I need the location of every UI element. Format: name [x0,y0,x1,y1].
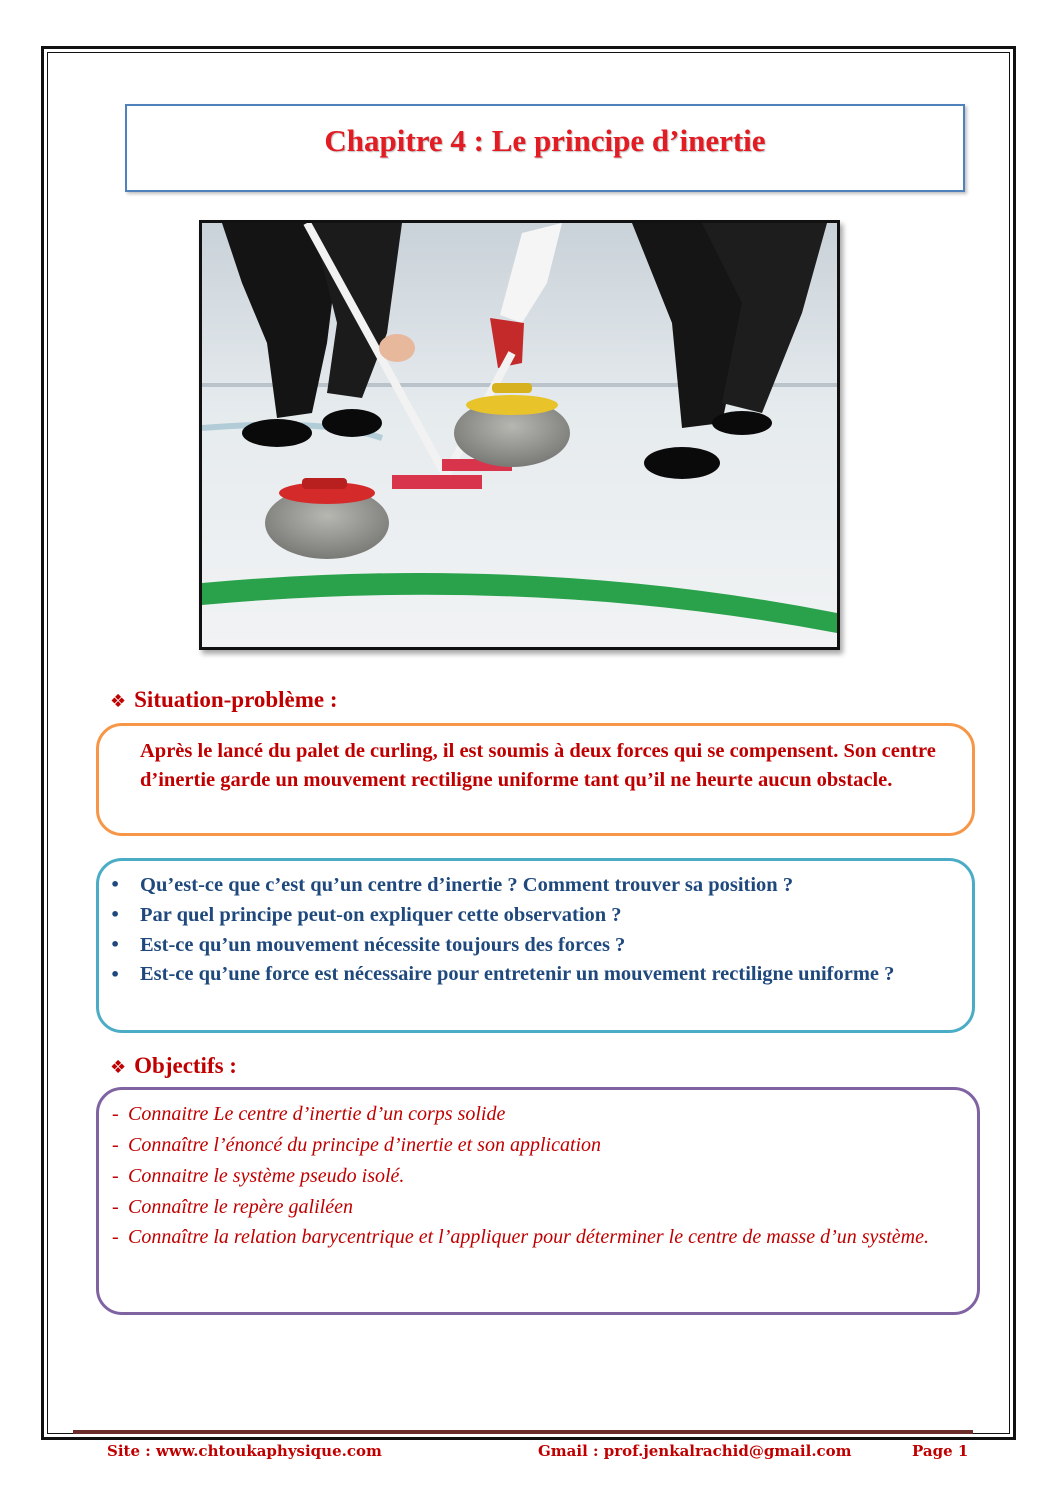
footer-divider [73,1430,973,1434]
bullet-icon: • [110,905,121,924]
objectives-list [112,1099,962,1252]
title-box [125,104,965,192]
diamond-bullet-icon: ❖ [110,691,127,712]
footer-gmail: Gmail : prof.jenkalrachid@gmail.com [538,1442,852,1460]
list-item: • Qu’est-ce que c’est qu’un centre d’inertie ? Comment trouver sa position ? [110,870,960,900]
bullet-icon: • [110,875,121,894]
list-item: - Connaitre le système pseudo isolé. [112,1165,405,1187]
bullet-icon: • [110,965,121,984]
questions-list [110,870,960,989]
diamond-bullet-icon: ❖ [110,1057,127,1078]
bullet-icon: • [110,935,121,954]
list-item: • Est-ce qu’un mouvement nécessite toujours des forces ? [110,930,960,960]
list-item: • Par quel principe peut-on expliquer cette observation ? [110,900,960,930]
footer-site: Site : www.chtoukaphysique.com [107,1442,382,1460]
objectives-heading-text: Objectifs : [134,1053,237,1078]
situation-heading [110,687,338,713]
situation-heading-text: Situation-problème : [134,687,338,712]
page-title: Chapitre 4 : Le principe d’inertie [324,123,766,158]
situation-text: Après le lancé du palet de curling, il est soumis à deux forces qui se compensent. Son centre d’inertie garde un mouvement rectiligne uniforme tant qu’il ne heurte aucun obstacle. [140,740,936,791]
list-item: - Connaître le repère galiléen [112,1196,353,1218]
curling-photo [199,220,840,650]
list-item: - Connaître la relation barycentrique et l’appliquer pour déterminer le centre de masse d’un système. [112,1226,929,1248]
list-item: - Connaître l’énoncé du principe d’inertie et son application [112,1134,602,1156]
list-item: - Connaitre Le centre d’inertie d’un corps solide [112,1103,506,1125]
objectives-heading [110,1053,237,1079]
footer-page-number: Page 1 [912,1442,969,1460]
list-item: • Est-ce qu’une force est nécessaire pour entretenir un mouvement rectiligne uniforme ? [110,960,960,989]
curling-photo-icon [202,223,837,647]
